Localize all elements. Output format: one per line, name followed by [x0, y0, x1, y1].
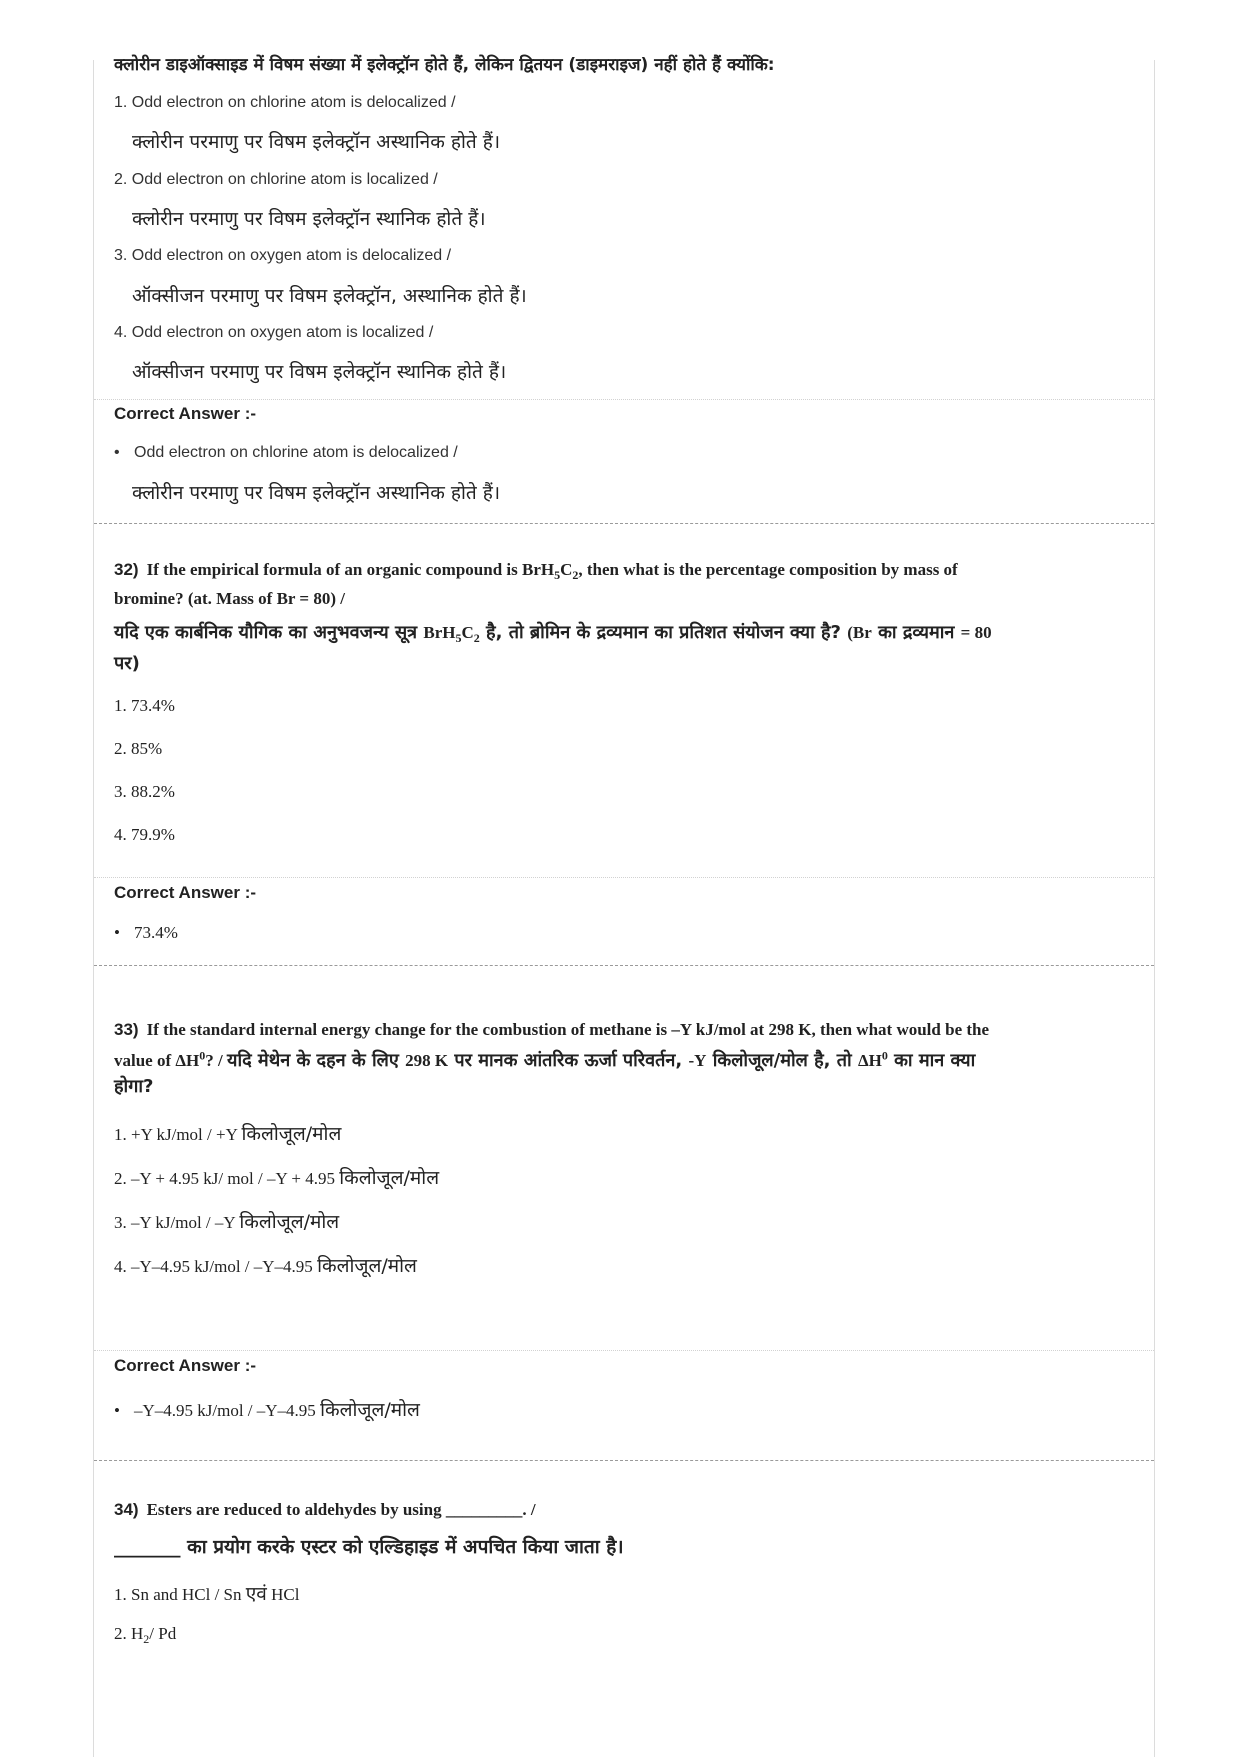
- option-3-hi: ऑक्सीजन परमाणु पर विषम इलेक्ट्रॉन, अस्थानिक होते हैं।: [132, 285, 527, 307]
- question-33-line3: होगा?: [114, 1076, 154, 1097]
- question-32-en-line1: 32) If the empirical formula of an organic compound is $BrH_5C_2$, then what is the percentage composition by mass of: [114, 560, 958, 583]
- question-31-block: [114, 55, 1134, 585]
- question-31-stem: क्लोरीन डाइऑक्साइड में विषम संख्या में इलेक्ट्रॉन होते हैं, लेकिन द्वितयन (डाइमराइज) नहीं होते हैं क्योंकि:: [114, 55, 775, 75]
- question-33-en-line1: 33) If the standard internal energy change for the combustion of methane is –Y kJ/mol at 298 K, then what would be the: [114, 1020, 990, 1039]
- correct-answer-value: • 73.4%: [114, 923, 178, 942]
- divider: [94, 399, 1154, 400]
- question-paper-page: [93, 55, 1155, 1757]
- question-34-en: 34) Esters are reduced to aldehydes by using _________. /: [114, 1500, 536, 1519]
- question-32-en-line2: bromine? (at. Mass of Br = 80) /: [114, 589, 345, 608]
- correct-answer-hi: क्लोरीन परमाणु पर विषम इलेक्ट्रॉन अस्थानिक होते हैं।: [132, 482, 501, 504]
- option-1-hi: क्लोरीन परमाणु पर विषम इलेक्ट्रॉन अस्थानिक होते हैं।: [132, 131, 501, 153]
- option-4-en: 4. Odd electron on oxygen atom is localized /: [114, 324, 434, 341]
- question-32-hi-line1: यदि एक कार्बनिक यौगिक का अनुभवजन्य सूत्र $BrH_5C_2$ है, तो ब्रोमिन के द्रव्यमान का प्रतिशत संयोजन क्या है? (Br का द्रव्यमान = 80: [114, 622, 992, 646]
- question-32-hi-line2: पर): [114, 653, 140, 674]
- question-separator: [94, 523, 1154, 524]
- question-number: 32): [114, 560, 139, 579]
- correct-answer-label: Correct Answer :-: [114, 883, 257, 902]
- option-1: 1. 73.4%: [114, 696, 175, 715]
- option-1-en: 1. Odd electron on chlorine atom is delocalized /: [114, 94, 456, 111]
- question-separator: [94, 965, 1154, 966]
- option-3: 3. –Y kJ/mol / –Y किलोजूल/मोल: [114, 1211, 340, 1233]
- correct-answer-label: Correct Answer :-: [114, 1356, 257, 1375]
- divider: [94, 1350, 1154, 1351]
- option-1: 1. Sn and HCl / Sn एवं HCl: [114, 1583, 300, 1605]
- option-3-en: 3. Odd electron on oxygen atom is delocalized /: [114, 247, 452, 264]
- option-2: 2. 85%: [114, 739, 163, 758]
- option-4: 4. –Y–4.95 kJ/mol / –Y–4.95 किलोजूल/मोल: [114, 1255, 417, 1277]
- option-4-hi: ऑक्सीजन परमाणु पर विषम इलेक्ट्रॉन स्थानिक होते हैं।: [132, 361, 507, 383]
- option-2: 2. $H_2/$ Pd: [114, 1624, 177, 1647]
- question-number: 34): [114, 1500, 139, 1519]
- option-4: 4. 79.9%: [114, 825, 175, 844]
- option-1: 1. +Y kJ/mol / +Y किलोजूल/मोल: [114, 1123, 342, 1145]
- option-2-en: 2. Odd electron on chlorine atom is localized /: [114, 171, 438, 188]
- question-number: 33): [114, 1020, 139, 1039]
- question-33-line2: value of $\Delta H^0$? / यदि मेथेन के दहन के लिए 298 K पर मानक आंतरिक ऊर्जा परिवर्तन, -Y किलोजूल/मोल है, तो $\Delta H^0$ का मान क्या: [114, 1048, 976, 1071]
- question-34-hi: _______ का प्रयोग करके एस्टर को एल्डिहाइड में अपचित किया जाता है।: [114, 1536, 624, 1558]
- option-2: 2. –Y + 4.95 kJ/ mol / –Y + 4.95 किलोजूल/मोल: [114, 1167, 440, 1189]
- question-separator: [94, 1460, 1154, 1461]
- option-2-hi: क्लोरीन परमाणु पर विषम इलेक्ट्रॉन स्थानिक होते हैं।: [132, 208, 486, 230]
- option-3: 3. 88.2%: [114, 782, 175, 801]
- correct-answer-en: • Odd electron on chlorine atom is delocalized /: [114, 444, 458, 461]
- correct-answer-value: • –Y–4.95 kJ/mol / –Y–4.95 किलोजूल/मोल: [114, 1399, 420, 1421]
- correct-answer-label: Correct Answer :-: [114, 404, 257, 423]
- divider: [94, 877, 1154, 878]
